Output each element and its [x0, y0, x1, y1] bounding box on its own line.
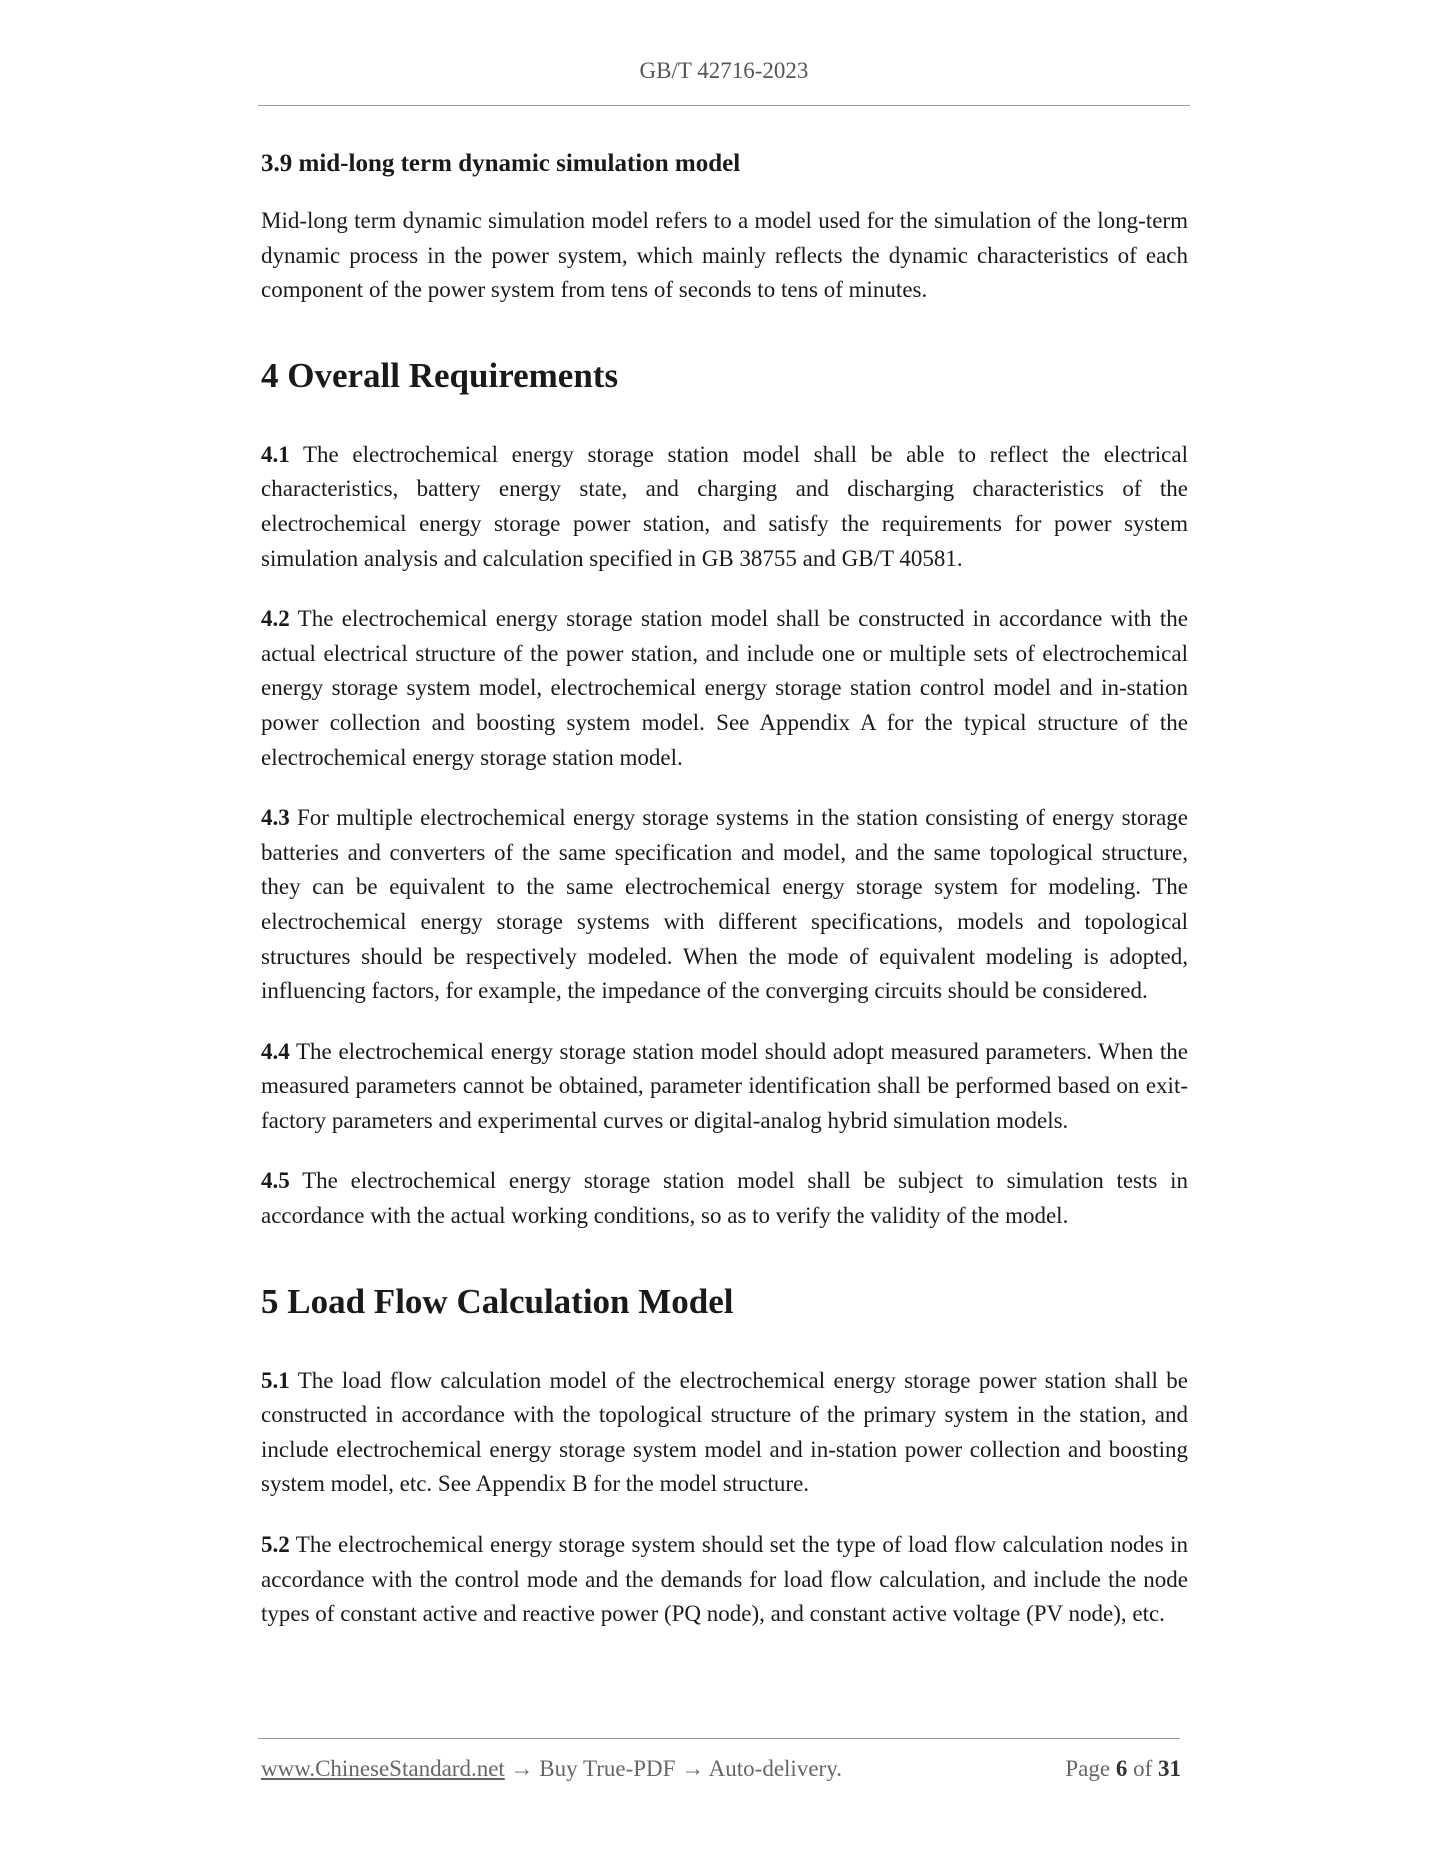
page-label: Page — [1065, 1756, 1116, 1781]
clause-text: The electrochemical energy storage system should set the type of load flow calculation nodes in accordance with the control mode and the demands for load flow calculation, and include the node types of constant active and reactive power (PQ node), and constant active voltage (PV node), etc. — [261, 1532, 1188, 1627]
clause-number: 4.4 — [261, 1038, 290, 1064]
arrow-right-icon: → — [675, 1756, 709, 1781]
footer-divider — [258, 1738, 1180, 1739]
clause-4-1 — [261, 438, 1188, 576]
clause-4-2 — [261, 602, 1188, 775]
clause-number: 4.5 — [261, 1168, 290, 1194]
page-content — [261, 146, 1188, 1658]
section-3-9-heading: 3.9 mid-long term dynamic simulation model — [261, 150, 741, 177]
section-5-heading: 5 Load Flow Calculation Model — [261, 1281, 734, 1321]
clause-text: For multiple electrochemical energy storage systems in the station consisting of energy storage batteries and converters of the same specification and model, and the same topological structure, they can be equivalent to the same electrochemical energy storage system for modeling. The electrochemical energy storage systems with different specifications, models and topological structures should be respectively modeled. When the mode of equivalent modeling is adopted, influencing factors, for example, the impedance of the converging circuits should be considered. — [261, 805, 1188, 1004]
clause-number: 4.2 — [261, 606, 290, 632]
total-pages: 31 — [1158, 1756, 1181, 1781]
site-link[interactable]: www.ChineseStandard.net — [261, 1756, 505, 1781]
clause-text: The electrochemical energy storage station model should adopt measured parameters. When the measured parameters cannot be obtained, parameter identification shall be performed based on exit-factory parameters and experimental curves or digital-analog hybrid simulation models. — [261, 1038, 1188, 1133]
clause-number: 4.3 — [261, 805, 290, 831]
clause-number: 4.1 — [261, 441, 290, 467]
buy-pdf-text: Buy True-PDF — [539, 1756, 676, 1781]
standard-code: GB/T 42716-2023 — [639, 58, 809, 83]
clause-text: The electrochemical energy storage station model shall be able to reflect the electrical characteristics, battery energy state, and charging and discharging characteristics of the electrochemical energy storage power station, and satisfy the requirements for power system simulation analysis and calculation specified in GB 38755 and GB/T 40581. — [261, 441, 1188, 571]
clause-number: 5.2 — [261, 1532, 290, 1558]
arrow-right-icon: → — [504, 1756, 540, 1781]
clause-5-1 — [261, 1364, 1188, 1502]
delivery-text: Auto-delivery. — [708, 1756, 842, 1781]
page-number: 6 — [1115, 1756, 1128, 1781]
page-indicator — [1065, 1756, 1181, 1782]
clause-number: 5.1 — [261, 1367, 290, 1393]
clause-text: The electrochemical energy storage station model shall be subject to simulation tests in accordance with the actual working conditions, so as to verify the validity of the model. — [261, 1168, 1188, 1229]
clause-text: The electrochemical energy storage station model shall be constructed in accordance with the actual electrical structure of the power station, and include one or multiple sets of electrochemical energy storage system model, electrochemical energy storage station control model and in-station power collection and boosting system model. See Appendix A for the typical structure of the electrochemical energy storage station model. — [261, 606, 1188, 770]
clause-text: The load flow calculation model of the electrochemical energy storage power station shall be constructed in accordance with the topological structure of the primary system in the station, and include electrochemical energy storage system model and in-station power collection and boosting system model, etc. See Appendix B for the model structure. — [261, 1367, 1188, 1497]
section-4-heading: 4 Overall Requirements — [261, 355, 619, 395]
clause-4-5 — [261, 1164, 1188, 1233]
clause-4-4 — [261, 1035, 1188, 1139]
of-label: of — [1127, 1756, 1158, 1781]
section-3-9-text: Mid-long term dynamic simulation model refers to a model used for the simulation of the long-term dynamic process in the power system, which mainly reflects the dynamic characteristics of each component of the power system from tens of seconds to tens of minutes. — [261, 208, 1188, 303]
document-header — [258, 58, 1190, 84]
header-divider — [258, 105, 1190, 106]
footer-links — [261, 1756, 842, 1782]
clause-5-2 — [261, 1528, 1188, 1632]
clause-4-3 — [261, 801, 1188, 1009]
